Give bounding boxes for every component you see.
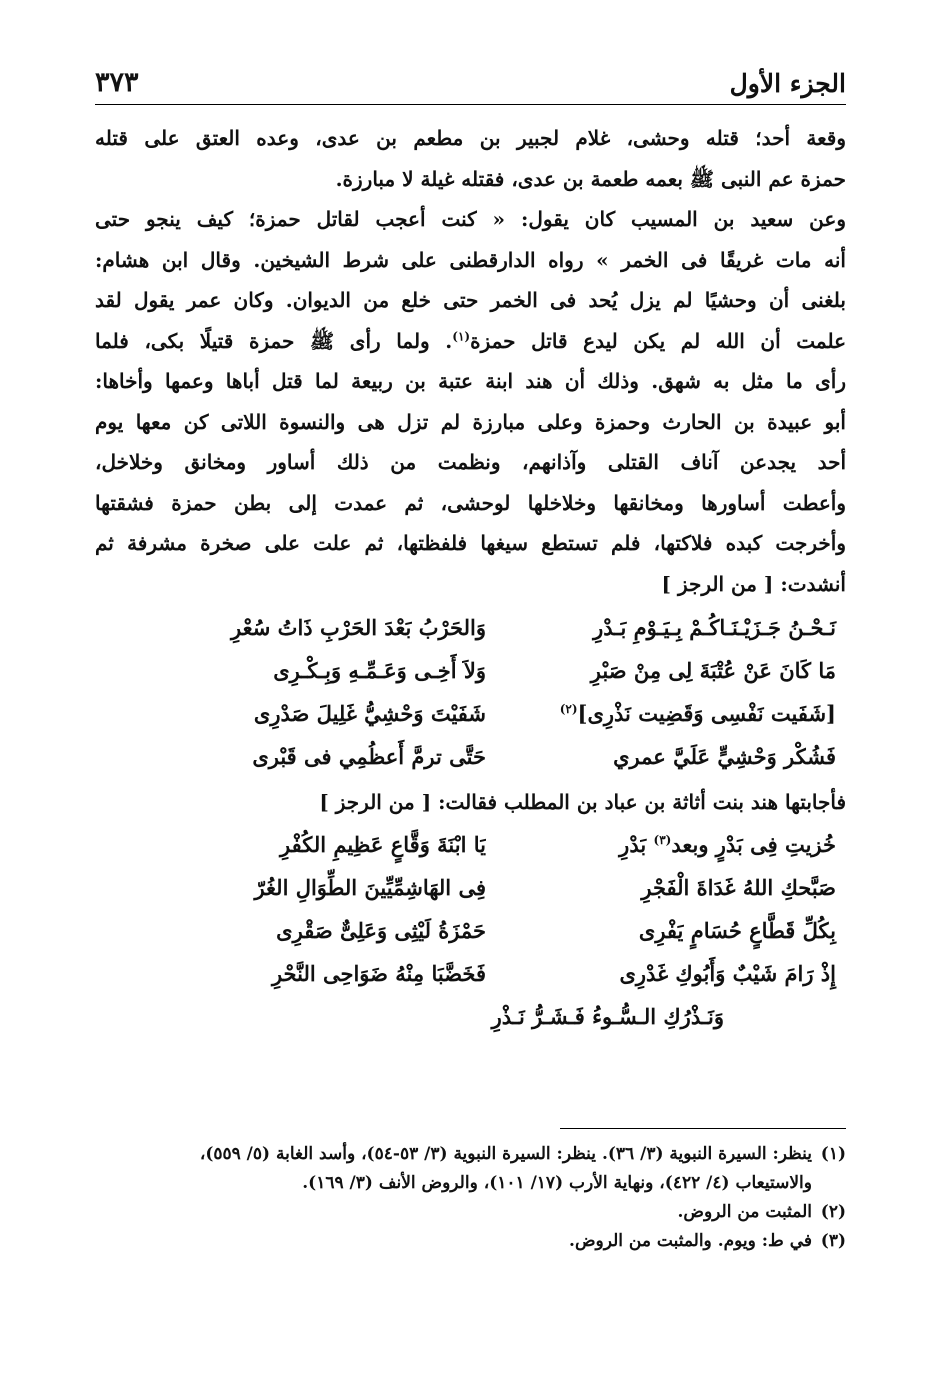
footnote (95, 1227, 846, 1256)
running-title: الجزء الأول (729, 69, 846, 98)
footnote-marker: (٣) (653, 832, 672, 847)
text-segment: علمت أن الله لم يكن ليدع قاتل حمزة (470, 328, 846, 353)
text-line: أحد يجدعن آناف القتلى وآذانهم، ونظمت من ذلك أساور ومخانق وخلاخل، (95, 450, 846, 474)
footnote-continuation: والاستيعاب (٤/ ٤٢٢)، ونهاية الأرب (١٧/ ١٠١)، والروض الأنف (٣/ ١٦٩). (302, 1173, 812, 1193)
verse-second-hemistich: فَخَضَّبَا مِنْهُ ضَوَاحِى النَّحْرِ (271, 960, 486, 986)
verse-second-hemistich: حَمْزَةُ لَيْثِى وَعَلِىٌّ صَقْرِى (276, 917, 486, 943)
footnote-rule (560, 1128, 846, 1129)
verse-first-hemistich (486, 823, 846, 866)
text-line: وقعة أحد؛ قتله وحشى، غلام لجبير بن مطعم بن عدى، وعده العتق على قتله (95, 126, 846, 150)
verse (95, 909, 846, 952)
verse-first-hemistich (486, 692, 846, 735)
text-line: أنه مات غريقًا فى الخمر » رواه الدارقطنى على شرط الشيخين. وقال ابن هشام: (95, 247, 846, 272)
verse-first-hemistich: مَا كَانَ عَنْ عُتْبَةَ لِى مِنْ صَبْرِ (590, 658, 836, 683)
hemistich-text: خُزيتِ فِى بَدْرٍ وبعد (671, 831, 836, 857)
footnote-marker: (٢) (559, 702, 578, 716)
verse-single-hemistich: وَنَـذْرُكِ الـسُّـوءُ فَـشَـرُّ نَـذْرِ (491, 1003, 724, 1029)
text-line: أبو عبيدة بن الحارث وحمزة وعلى مبارزة لم تزل هى والنسوة اللاتى كن معها يوم (95, 409, 846, 434)
footnote-text: في ط: ويوم. والمثبت من الروض. (569, 1231, 812, 1251)
verse-second-hemistich: وَالحَرْبُ بَعْدَ الحَرْبِ ذَاتُ سُعْرِ (231, 615, 486, 640)
footnote-number: (٣) (820, 1231, 846, 1251)
footnote (95, 1198, 846, 1227)
text-line (95, 321, 846, 362)
verse-first-hemistich: بِكُلِّ قَطَّاعٍ حُسَامٍ يَفْرِى (638, 917, 836, 943)
verse (95, 952, 846, 995)
verse-first-hemistich: صَبَّحكِ اللهُ غَدَاةَ الْفَجْرِ (641, 874, 836, 900)
text-line: أنشدت: [ من الرجز ] (661, 571, 846, 596)
verse (95, 692, 846, 735)
reply-intro: فأجابتها هند بنت أثاثة بن عباد بن المطلب فقالت: [ من الرجز ] (319, 790, 846, 814)
verse (95, 649, 846, 692)
verse-first-hemistich: نَـحْـنُ جَـزَيْـنَـاكُـمْ بِـيَـوْمِ بَـدْرِ (593, 615, 836, 640)
verse-first-hemistich: إِذْ رَامَ شَيْبٌ وَأَبُوكِ غَدْرِى (619, 960, 836, 986)
verse-first-hemistich: فَشُكْر وَحْشِيٍّ عَلَيَّ عمري (613, 744, 836, 769)
header-rule (95, 104, 846, 105)
verse-second-hemistich: يَا ابْنَةَ وَقَّاعٍ عَظِيمِ الكُفْرِ (280, 831, 486, 857)
hemistich-text: [شَفَيت نَفْسِى وَقَضِيت نَذْرِى] (577, 701, 836, 726)
footnote-number: (١) (820, 1144, 846, 1164)
text-line: وأعطت أساورها ومخانقها وخلاخلها لوحشى، ثم عمدت إلى بطن حمزة فشقتها (95, 490, 846, 515)
page-header (95, 52, 846, 98)
footnote-marker: (١) (452, 328, 471, 343)
footnotes (95, 1140, 846, 1256)
verse-second-hemistich: حَتَّى ترمَّ أَعظُمِي فى قَبْرى (252, 744, 486, 769)
hemistich-text: بَدْرِ (619, 831, 654, 857)
text-line: بلغنى أن وحشيًا لم يزل يُحد فى الخمر حتى خلع من الديوان. وكان عمر يقول لقد (95, 288, 846, 312)
verse (95, 823, 846, 866)
text-segment: . ولما رأى ﷺ حمزة قتيلًا بكى، فلما (95, 328, 453, 353)
verse-final (95, 995, 846, 1038)
text-line: وأخرجت كبده فلاكتها، فلم تستطع سيغها فلفظتها، ثم علت على صخرة مشرفة ثم (95, 531, 846, 555)
verse-second-hemistich: فِى الهَاشِمِّيِّينَ الطِّوَالِ الغُرّ (254, 874, 486, 900)
text-line: رأى ما مثل به شهق. وذلك أن هند ابنة عتبة بن ربيعة لما قتل أباها وعمها وأخاها: (95, 369, 846, 393)
verse (95, 606, 846, 649)
page-number: ٣٧٣ (95, 67, 139, 98)
footnote (95, 1140, 846, 1169)
text-line: حمزة عم النبى ﷺ بعمه طعمة بن عدى، فقتله غيلة لا مبارزة. (335, 166, 846, 191)
verse (95, 866, 846, 909)
verse-second-hemistich: وَلاَ أَخِـى وَعَـمِّـهِ وَبِـكْـرِى (273, 658, 486, 683)
poem-hind (95, 606, 846, 778)
footnote-text: ينظر: السيرة النبوية (٣/ ٣٦). ينظر: السيرة النبوية (٣/ ٥٣-٥٤)، وأسد الغابة (٥/ ٥٥٩)، (199, 1144, 812, 1164)
text-line: وعن سعيد بن المسيب كان يقول: « كنت أعجب لقاتل حمزة؛ كيف ينجو حتى (95, 207, 846, 231)
verse (95, 735, 846, 778)
footnote-text: المثبت من الروض. (677, 1202, 812, 1222)
footnote-number: (٢) (820, 1202, 846, 1222)
main-text (95, 118, 846, 1038)
poem-reply (95, 823, 846, 1038)
verse-second-hemistich: شَفَيْتَ وَحْشِيُّ غَلِيلَ صَدْرِى (253, 701, 486, 726)
